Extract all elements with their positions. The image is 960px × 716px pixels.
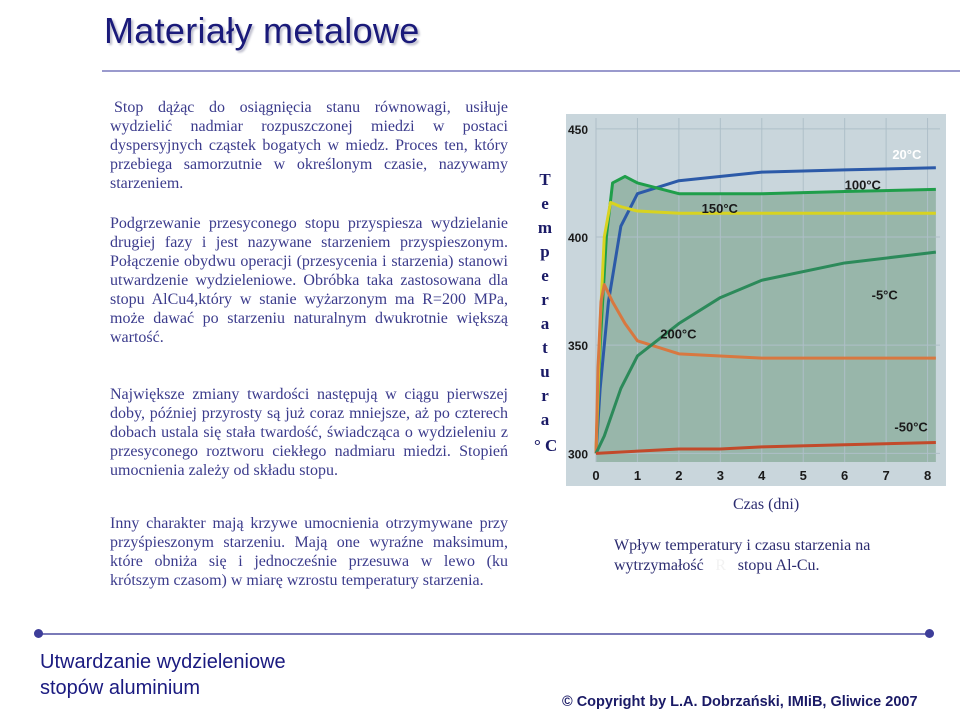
copyright-notice: © Copyright by L.A. Dobrzański, IMIiB, Gliwice 2007 bbox=[562, 694, 918, 710]
figure-caption bbox=[614, 536, 914, 576]
series-label-5: -50°C bbox=[894, 419, 928, 435]
paragraph-curves: Inny charakter mają krzywe umocnienia otrzymywane przy przyśpieszonym starzeniu. Mają one wyraźne maksimum, które obniża się i jednocześnie przesuwa w lewo (ku krótszym czasom) w miarę wzrostu temperatury starzenia. bbox=[110, 515, 508, 589]
footer-divider bbox=[38, 633, 930, 635]
vlabel-letter: r bbox=[541, 386, 549, 405]
y-tick-label-2: 400 bbox=[568, 230, 589, 245]
y-tick-label-1: 350 bbox=[568, 339, 589, 354]
caption-text: Wpływ temperatury i czasu starzenia na wytrzymałość bbox=[614, 537, 871, 574]
x-tick-label-1: 1 bbox=[633, 468, 642, 483]
caption-text-end: stopu Al-Cu. bbox=[737, 557, 820, 574]
divider-bullet-right bbox=[925, 629, 934, 638]
x-tick-label-5: 5 bbox=[799, 468, 807, 483]
divider-bullet-left bbox=[34, 629, 43, 638]
x-axis-label: Czas (dni) bbox=[733, 496, 800, 513]
footer-title-line1: Utwardzanie wydzieleniowe bbox=[40, 651, 286, 673]
paragraph-aging: Stop dążąc do osiągnięcia stanu równowagi, usiłuje wydzielić nadmiar rozpuszczonej miedzi w postaci dyspersyjnych cząstek bogatych w miedz. Proces ten, który przebiega samorzutnie w określonym czasie, nazywamy starzeniem. bbox=[110, 99, 508, 192]
series-label-1: 100°C bbox=[844, 177, 881, 193]
x-tick-label-6: 6 bbox=[841, 468, 849, 483]
vlabel-letter: u bbox=[540, 362, 550, 381]
paragraph-hardness-changes: Największe zmiany twardości następują w ciągu pierwszej doby, później przyrosty są już coraz mniejsze, aż po czterech dobach ustala się stała twardość, świadcząca o wydzieleniu z przesyconego roztworu ciekłego nadmiaru miedzi. Stopień umocnienia zależy od składu stopu. bbox=[110, 386, 508, 479]
paragraph-accelerated-aging: Podgrzewanie przesyconego stopu przyspiesza wydzielanie drugiej fazy i jest nazywane starzeniem przyspieszonym. Połączenie obydwu operacji (przesycenia i starzenia) stanowi utwardzenie wydzieleniowe. Obróbka taka zastosowana dla stopu AlCu4,który w stanie wyżarzonym ma R=200 MPa, może dawać po starzeniu naturalnym dwukrotnie większą wartość. bbox=[110, 215, 508, 346]
vlabel-letter: T bbox=[539, 170, 551, 189]
vlabel-letter: e bbox=[541, 194, 549, 213]
x-tick-label-0: 0 bbox=[592, 468, 600, 483]
x-tick-label-8: 8 bbox=[923, 468, 932, 483]
x-tick-label-7: 7 bbox=[882, 468, 890, 483]
y-tick-label-3: 450 bbox=[568, 122, 589, 137]
vlabel-letter: a bbox=[540, 410, 550, 429]
footer-title bbox=[40, 649, 286, 701]
degree-celsius-label: ° C bbox=[534, 436, 558, 455]
series-label-3: 200°C bbox=[660, 326, 697, 342]
footer-title-line2: stopów aluminium bbox=[40, 677, 201, 699]
series-label-0: 20°C bbox=[892, 147, 922, 163]
title-underline bbox=[102, 70, 960, 72]
x-tick-label-3: 3 bbox=[716, 468, 724, 483]
vlabel-letter: t bbox=[542, 338, 548, 357]
series-label-4: -5°C bbox=[871, 287, 898, 303]
vlabel-letter: r bbox=[541, 290, 549, 309]
y-tick-label-0: 300 bbox=[568, 447, 589, 462]
vlabel-letter: e bbox=[541, 266, 549, 285]
vlabel-letter: a bbox=[540, 314, 550, 333]
x-tick-label-2: 2 bbox=[675, 468, 683, 483]
x-tick-label-4: 4 bbox=[758, 468, 766, 483]
temperature-vertical-label bbox=[534, 168, 556, 432]
aging-strength-chart bbox=[566, 114, 946, 486]
caption-symbol: R bbox=[715, 557, 727, 574]
vlabel-letter: m bbox=[537, 218, 553, 237]
vlabel-letter: p bbox=[540, 242, 550, 261]
series-label-2: 150°C bbox=[701, 201, 738, 217]
slide-title: Materiały metalowe bbox=[104, 10, 420, 51]
chart-fill-area bbox=[596, 176, 936, 462]
